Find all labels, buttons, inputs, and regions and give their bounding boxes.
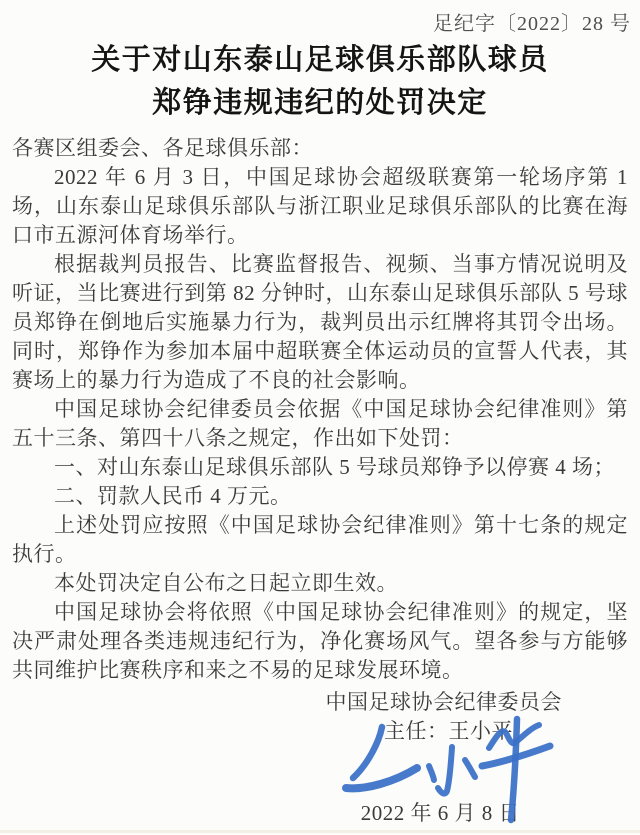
title-line-2: 郑铮违规违纪的处罚决定 [152,87,488,119]
signature-organization: 中国足球协会纪律委员会 [325,690,562,714]
signature-signer-line: 主任：王小平 [384,719,513,743]
penalty-item-2: 二、罚款人民币 4 万元。 [54,484,292,508]
para-execution-rule: 上述处罚应按照《中国足球协会纪律准则》第十七条的规定执行。 [12,513,628,566]
para-closing-statement: 中国足球协会将依照《中国足球协会纪律准则》的规定，坚决严肃处理各类违规违纪行为，净化赛场风气。望各参与方能够共同维护比赛秩序和来之不易的足球发展环境。 [12,600,628,682]
signature-block [0,688,640,828]
para-match-info: 2022 年 6 月 3 日，中国足球协会超级联赛第一轮场序第 1 场，山东泰山足球俱乐部队与浙江职业足球俱乐部队的比赛在海口市五源河体育场举行。 [12,165,628,247]
salutation: 各赛区组委会、各足球俱乐部： [12,136,313,160]
doc-reference-number: 足纪字〔2022〕28 号 [433,13,631,35]
signature-date: 2022 年 6 月 8 日 [360,801,520,825]
penalty-item-1: 一、对山东泰山足球俱乐部队 5 号球员郑铮予以停赛 4 场； [54,455,615,479]
scan-bottom-edge [0,830,640,833]
para-ruling-basis: 中国足球协会纪律委员会依据《中国足球协会纪律准则》第五十三条、第四十八条之规定，作出如下处罚： [12,397,628,450]
para-effective-date: 本处罚决定自公布之日起立即生效。 [54,571,398,595]
title-line-1: 关于对山东泰山足球俱乐部队球员 [91,44,549,76]
para-incident-description: 根据裁判员报告、比赛监督报告、视频、当事方情况说明及听证，当比赛进行到第 82 分钟时，山东泰山足球俱乐部队 5 号球员郑铮在倒地后实施暴力行为，裁判员出示红牌将其罚令出场。同时，郑铮作为参加本届中超联赛全体运动员的宣誓人代表，其赛场上的暴力行为造成了不良的社会影响。 [12,252,628,392]
document-body [12,134,628,685]
